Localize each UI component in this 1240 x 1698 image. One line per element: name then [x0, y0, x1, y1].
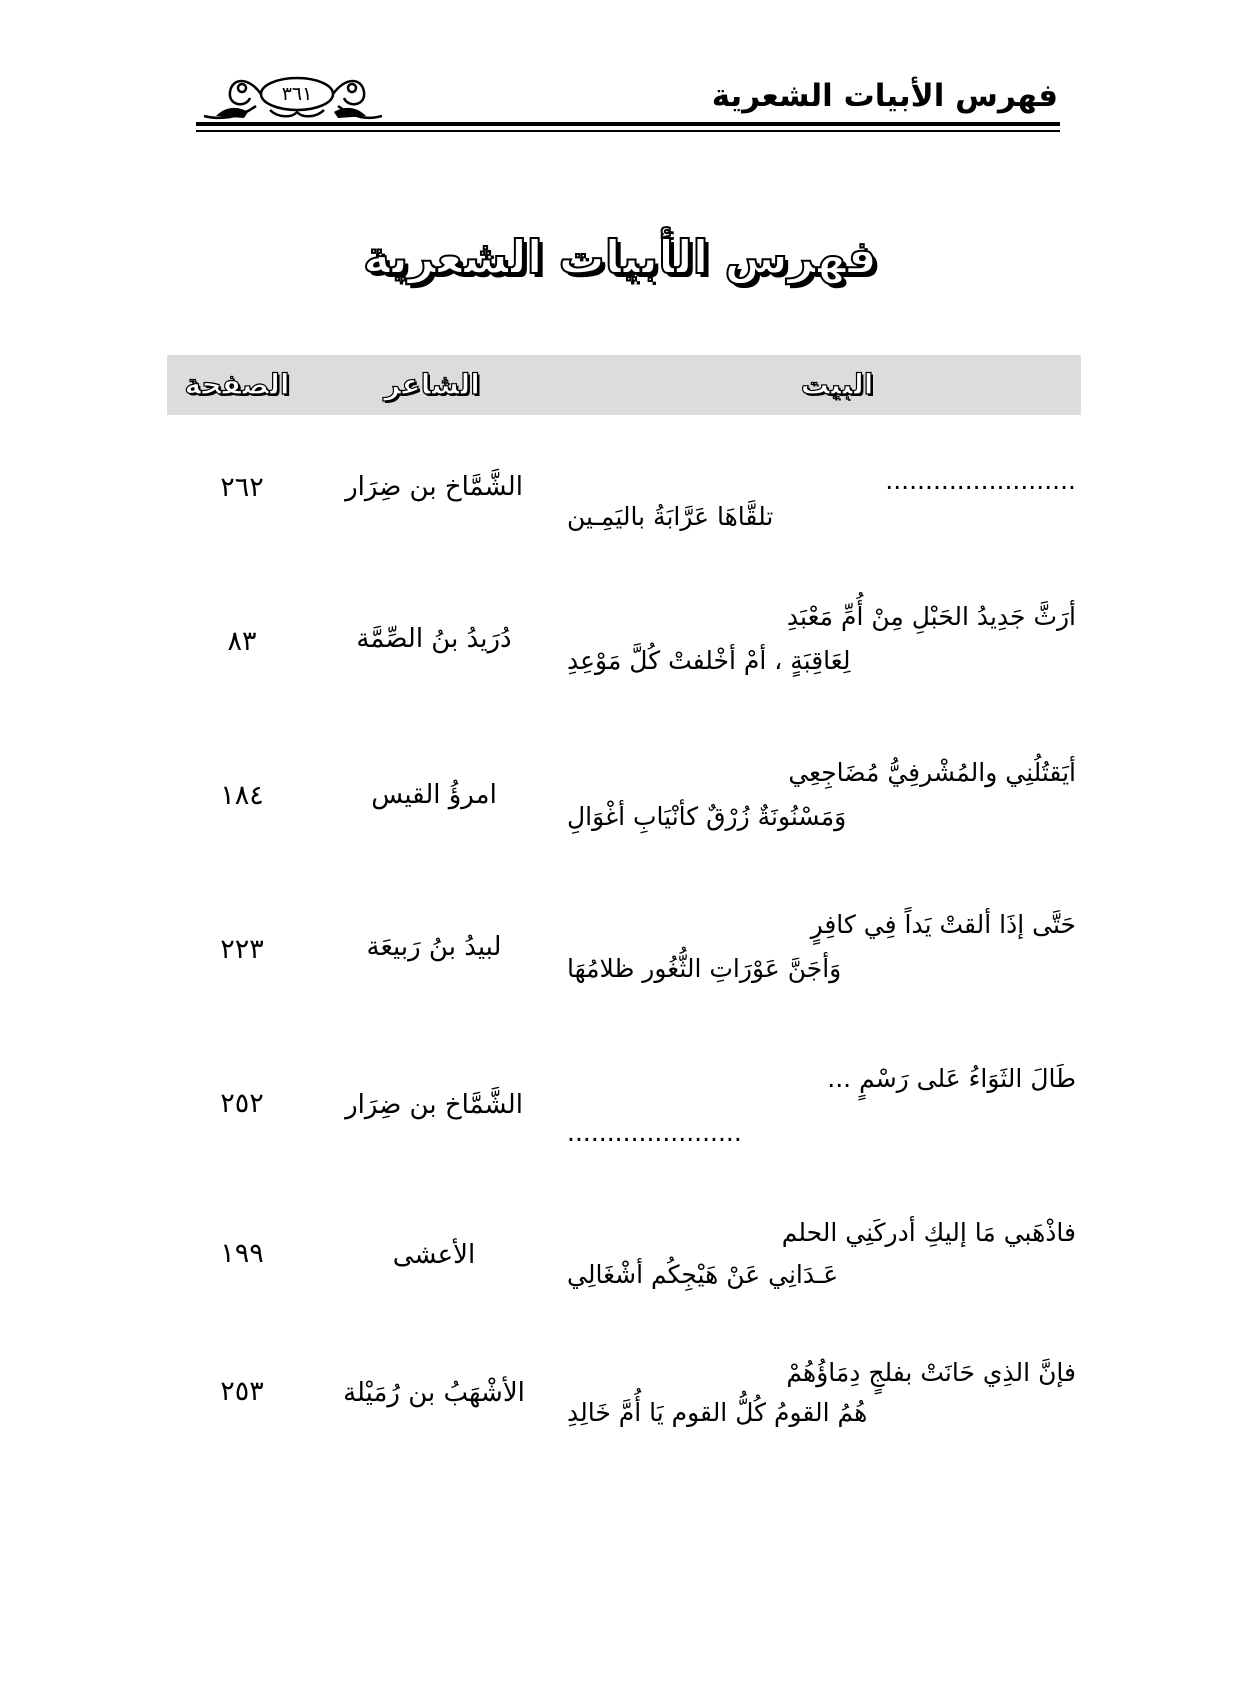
poet-name: الشَّمَّاخ بن ضِرَار	[345, 1090, 523, 1120]
page-ref: ٢٥٢	[220, 1088, 264, 1119]
verse-second-hemistich: عَـدَانِي عَنْ هَيْجِكُم أشْغَالِي	[567, 1260, 839, 1289]
column-header-page: الصفحة	[184, 368, 290, 401]
verse-first-hemistich: أرَثَّ جَدِيدُ الحَبْلِ مِنْ أُمِّ مَعْبَدِ	[786, 602, 1076, 631]
poet-name: دُرَيدُ بنُ الصِّمَّة	[356, 624, 512, 654]
poet-name: الشَّمَّاخ بن ضِرَار	[345, 472, 523, 502]
page-ref: ١٩٩	[220, 1238, 264, 1269]
verse-second-hemistich: لِعَاقِبَةٍ ، أمْ أخْلفتْ كُلَّ مَوْعِدِ	[567, 646, 851, 675]
table-row	[167, 1218, 1081, 1358]
page-ref: ٢٦٢	[220, 472, 264, 503]
running-title: فهرس الأبيات الشعرية	[711, 78, 1058, 114]
verse-second-hemistich: تلقَّاهَا عَرَّابَةُ باليَمِـين	[567, 502, 774, 531]
column-header-poet: الشاعر	[384, 368, 480, 401]
table-row	[167, 466, 1081, 606]
page-ref: ٨٣	[227, 626, 257, 657]
page-ref: ١٨٤	[220, 780, 264, 811]
verse-first-hemistich: أيَقتُلُنِي والمُشْرفِيُّ مُضَاجِعِي	[788, 758, 1076, 787]
header-rule-thick	[196, 122, 1060, 126]
verse-first-hemistich: فإنَّ الذِي حَانَتْ بفلجٍ دِمَاؤُهُمْ	[786, 1358, 1076, 1387]
table-row	[167, 1358, 1081, 1498]
verse-first-hemistich: حَتَّى إذَا ألقتْ يَداً فِي كافِرٍ	[810, 910, 1076, 939]
verse-second-hemistich: وَمَسْنُونَةٌ زُرْقٌ كأنْيَابِ أغْوَالِ	[567, 802, 847, 831]
verse-first-hemistich: ........................	[885, 466, 1076, 495]
table-row	[167, 1064, 1081, 1204]
verse-second-hemistich: وَأجَنَّ عَوْرَاتِ الثُّغُور ظلامُهَا	[567, 954, 842, 983]
page-title: فهرس الأبيات الشعرية	[362, 230, 878, 284]
table-row	[167, 758, 1081, 898]
page-number: ٣٦١	[281, 83, 313, 105]
verse-second-hemistich: ......................	[567, 1118, 742, 1147]
poet-name: الأشْهَبُ بن رُمَيْلة	[343, 1378, 525, 1408]
page-ref: ٢٥٣	[220, 1376, 264, 1407]
table-row	[167, 910, 1081, 1050]
verse-first-hemistich: فاذْهَبي مَا إليكِ أدركَنِي الحلم	[781, 1218, 1076, 1247]
verse-first-hemistich: طَالَ الثَوَاءُ عَلى رَسْمٍ ...	[827, 1064, 1076, 1093]
page-ref: ٢٢٣	[220, 934, 264, 965]
poet-name: الأعشى	[392, 1240, 476, 1270]
header-rule-thin	[196, 130, 1060, 132]
table-header	[167, 355, 1081, 415]
verse-second-hemistich: هُمُ القومُ كُلُّ القوم يَا أُمَّ خَالِدِ	[567, 1398, 868, 1427]
column-header-verse: البيت	[800, 368, 874, 401]
table-row	[167, 602, 1081, 742]
poet-name: لبيدُ بنُ رَبيعَة	[366, 932, 502, 962]
poet-name: امرؤُ القيس	[371, 780, 497, 810]
